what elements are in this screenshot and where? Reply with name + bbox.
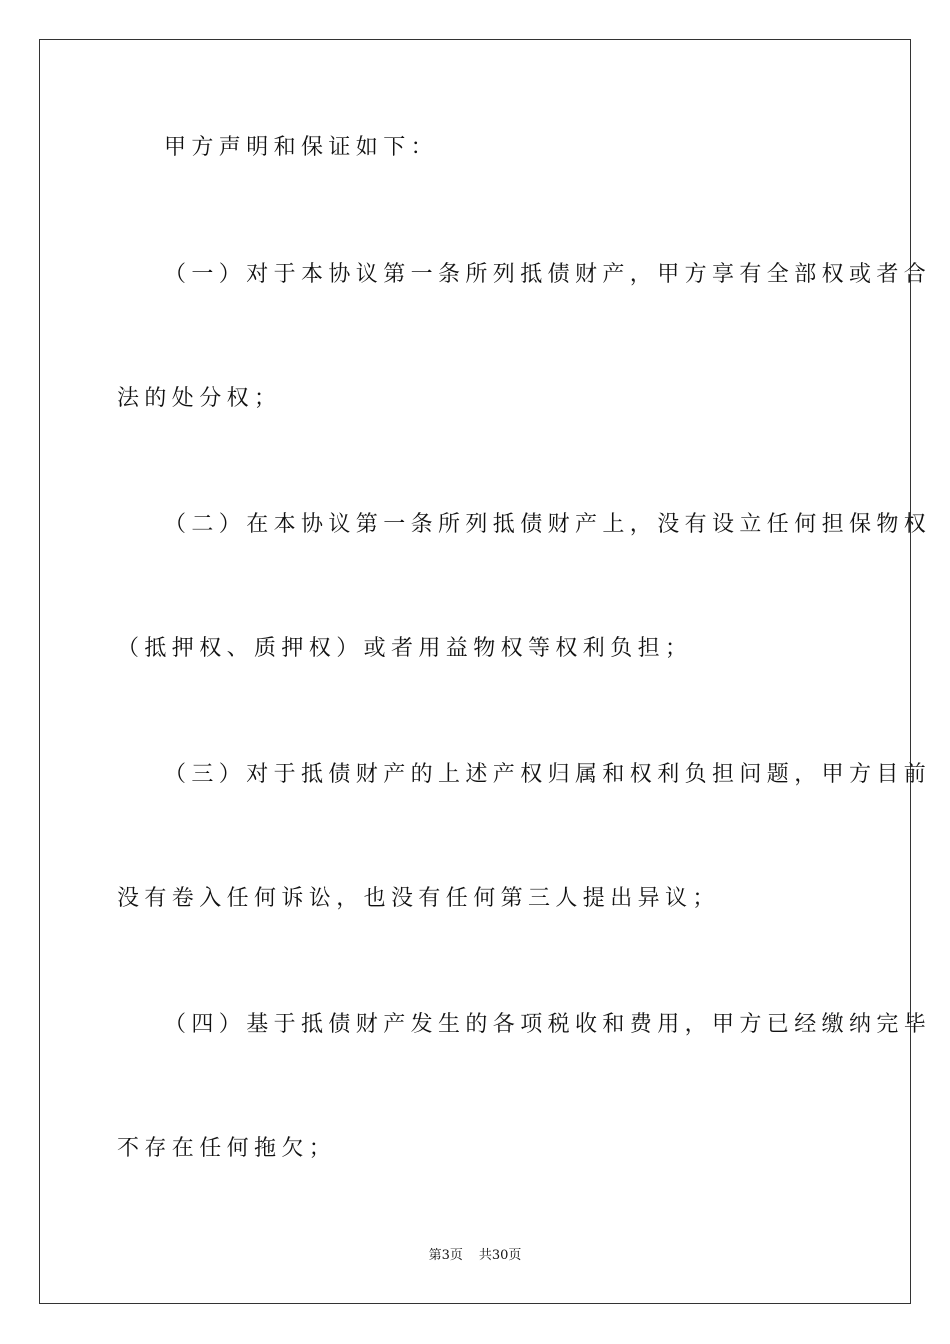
paragraph-line: （一）对于本协议第一条所列抵债财产，甲方享有全部权或者合	[164, 262, 932, 287]
paragraph-line: （四）基于抵债财产发生的各项税收和费用，甲方已经缴纳完毕	[164, 1012, 932, 1037]
page-border	[39, 39, 911, 1304]
paragraph-line: 没有卷入任何诉讼，也没有任何第三人提出异议；	[117, 886, 720, 911]
paragraph-line: 不存在任何拖欠；	[117, 1136, 337, 1161]
paragraph-line: 甲方声明和保证如下：	[164, 135, 439, 160]
paragraph-line: 法的处分权；	[117, 386, 282, 411]
page-footer	[0, 1247, 950, 1265]
paragraph-line: （抵押权、质押权）或者用益物权等权利负担；	[117, 636, 693, 661]
paragraph-line: （三）对于抵债财产的上述产权归属和权利负担问题，甲方目前	[164, 762, 932, 787]
page-number: 第3页	[428, 1248, 463, 1263]
paragraph-line: （二）在本协议第一条所列抵债财产上，没有设立任何担保物权	[164, 512, 932, 537]
page-total: 共30页	[478, 1248, 522, 1263]
